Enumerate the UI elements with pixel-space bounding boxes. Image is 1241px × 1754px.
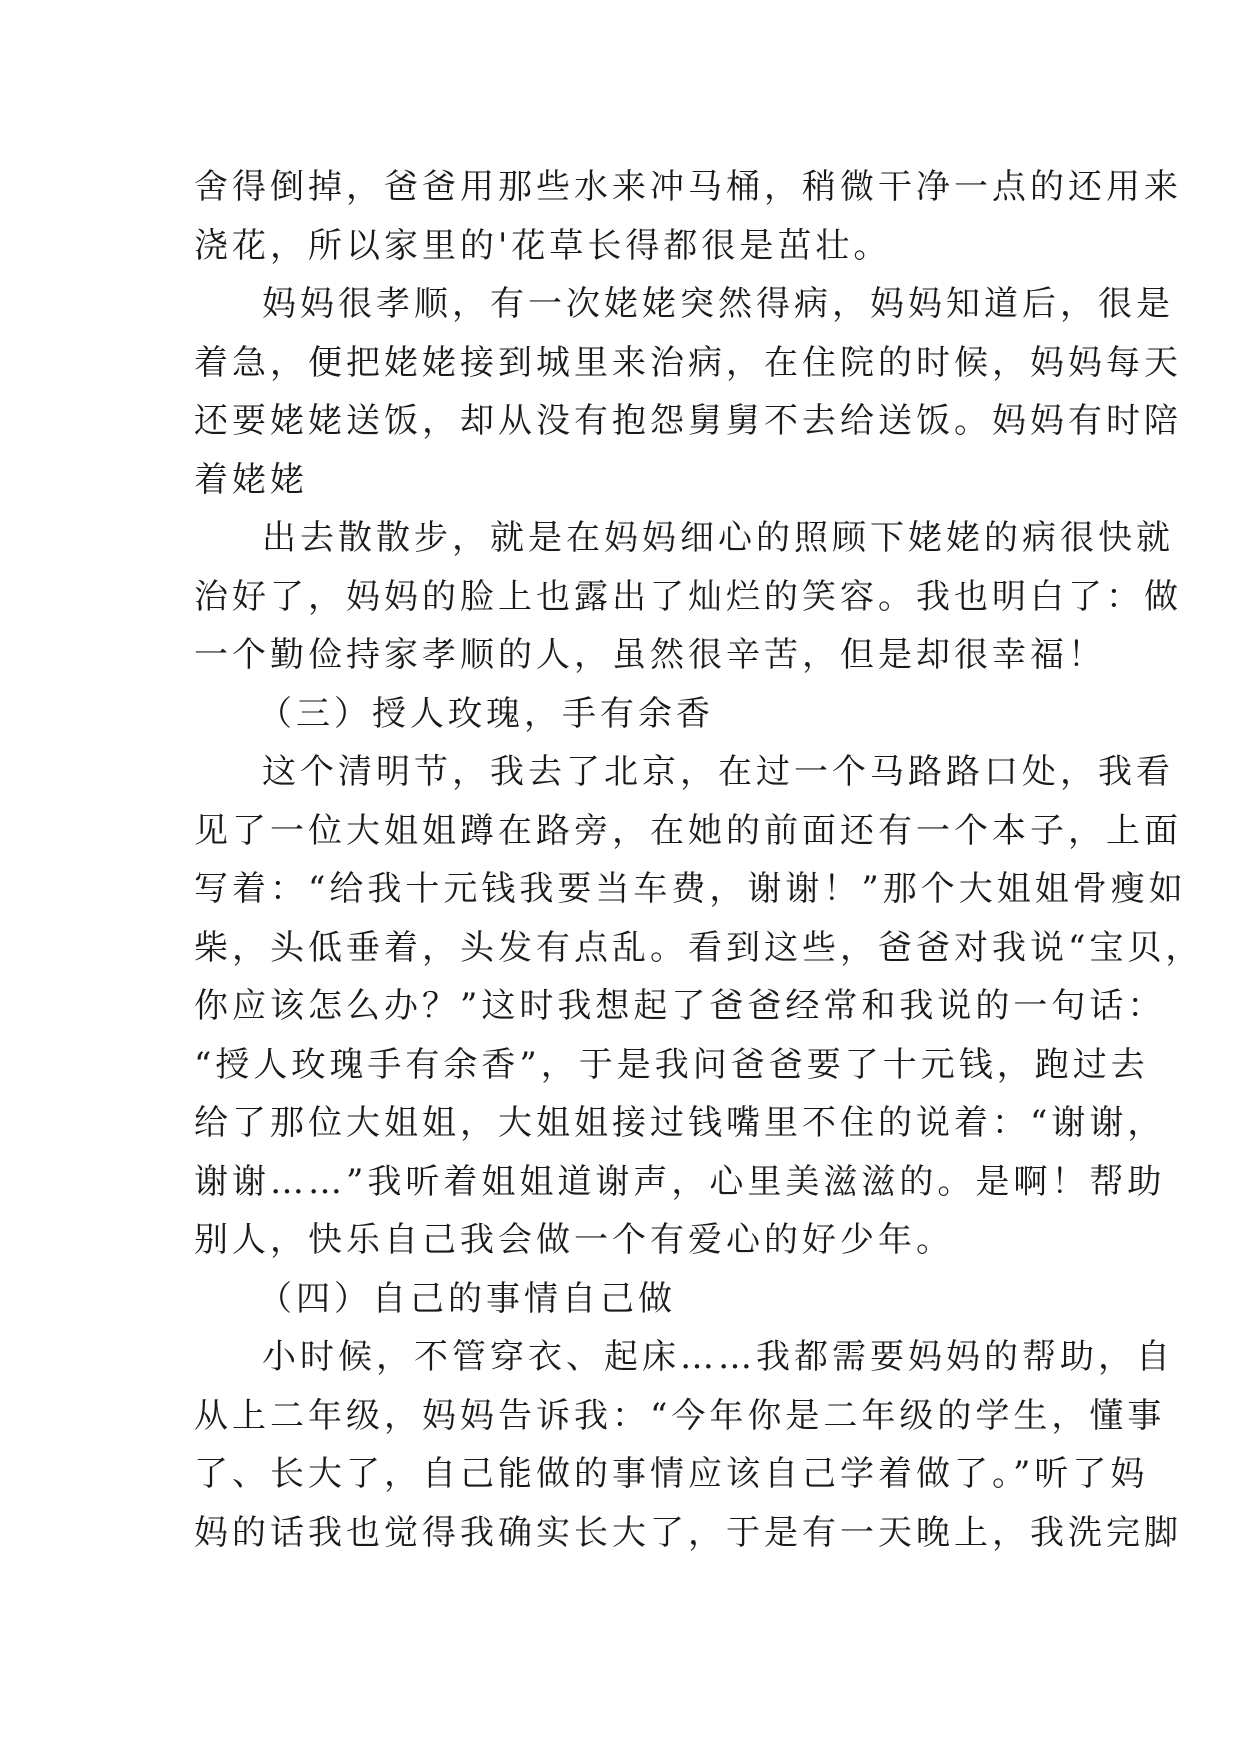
text-line: 你应该怎么办？”这时我想起了爸爸经常和我说的一句话： [194,986,1166,1026]
text-line: 一个勤俭持家孝顺的人，虽然很辛苦，但是却很幸福！ [194,635,1106,675]
document-page [194,158,1204,1562]
paragraph-start: 小时候，不管穿衣、起床……我都需要妈妈的帮助，自 [262,1337,1174,1377]
text-line: 着姥姥 [194,459,308,500]
paragraph-start: 妈妈很孝顺，有一次姥姥突然得病，妈妈知道后，很是 [262,284,1174,324]
text-line: 从上二年级，妈妈告诉我：“今年你是二年级的学生，懂事 [194,1395,1166,1436]
section-heading: （三）授人玫瑰，手有余香 [258,693,714,734]
text-line: 谢谢……”我听着姐姐道谢声，心里美滋滋的。是啊！帮助 [194,1161,1166,1202]
text-line: 了、长大了，自己能做的事情应该自己学着做了。”听了妈 [194,1454,1149,1494]
paragraph-start: 出去散散步，就是在妈妈细心的照顾下姥姥的病很快就 [262,518,1174,558]
text-line: 柴，头低垂着，头发有点乱。看到这些，爸爸对我说“宝贝， [194,927,1204,968]
text-line: 别人，快乐自己我会做一个有爱心的好少年。 [194,1220,954,1260]
text-line: 着急，便把姥姥接到城里来治病，在住院的时候，妈妈每天 [194,342,1182,383]
text-line: 舍得倒掉，爸爸用那些水来冲马桶，稍微干净一点的还用来 [194,167,1182,207]
paragraph-start: 这个清明节，我去了北京，在过一个马路路口处，我看 [262,752,1174,792]
text-line: 写着：“给我十元钱我要当车费，谢谢！”那个大姐姐骨瘦如 [194,869,1187,909]
text-line: 妈的话我也觉得我确实长大了，于是有一天晚上，我洗完脚 [194,1512,1182,1553]
section-heading: （四）自己的事情自己做 [258,1278,676,1319]
text-line: 给了那位大姐姐，大姐姐接过钱嘴里不住的说着：“谢谢， [194,1103,1166,1143]
text-line: 浇花，所以家里的'花草长得都很是茁壮。 [194,225,892,266]
text-line: 见了一位大姐姐蹲在路旁，在她的前面还有一个本子，上面 [194,810,1182,851]
text-line: 还要姥姥送饭，却从没有抱怨舅舅不去给送饭。妈妈有时陪 [194,401,1182,441]
text-line: “授人玫瑰手有余香”，于是我问爸爸要了十元钱，跑过去 [194,1044,1149,1085]
text-line: 治好了，妈妈的脸上也露出了灿烂的笑容。我也明白了：做 [194,576,1182,617]
